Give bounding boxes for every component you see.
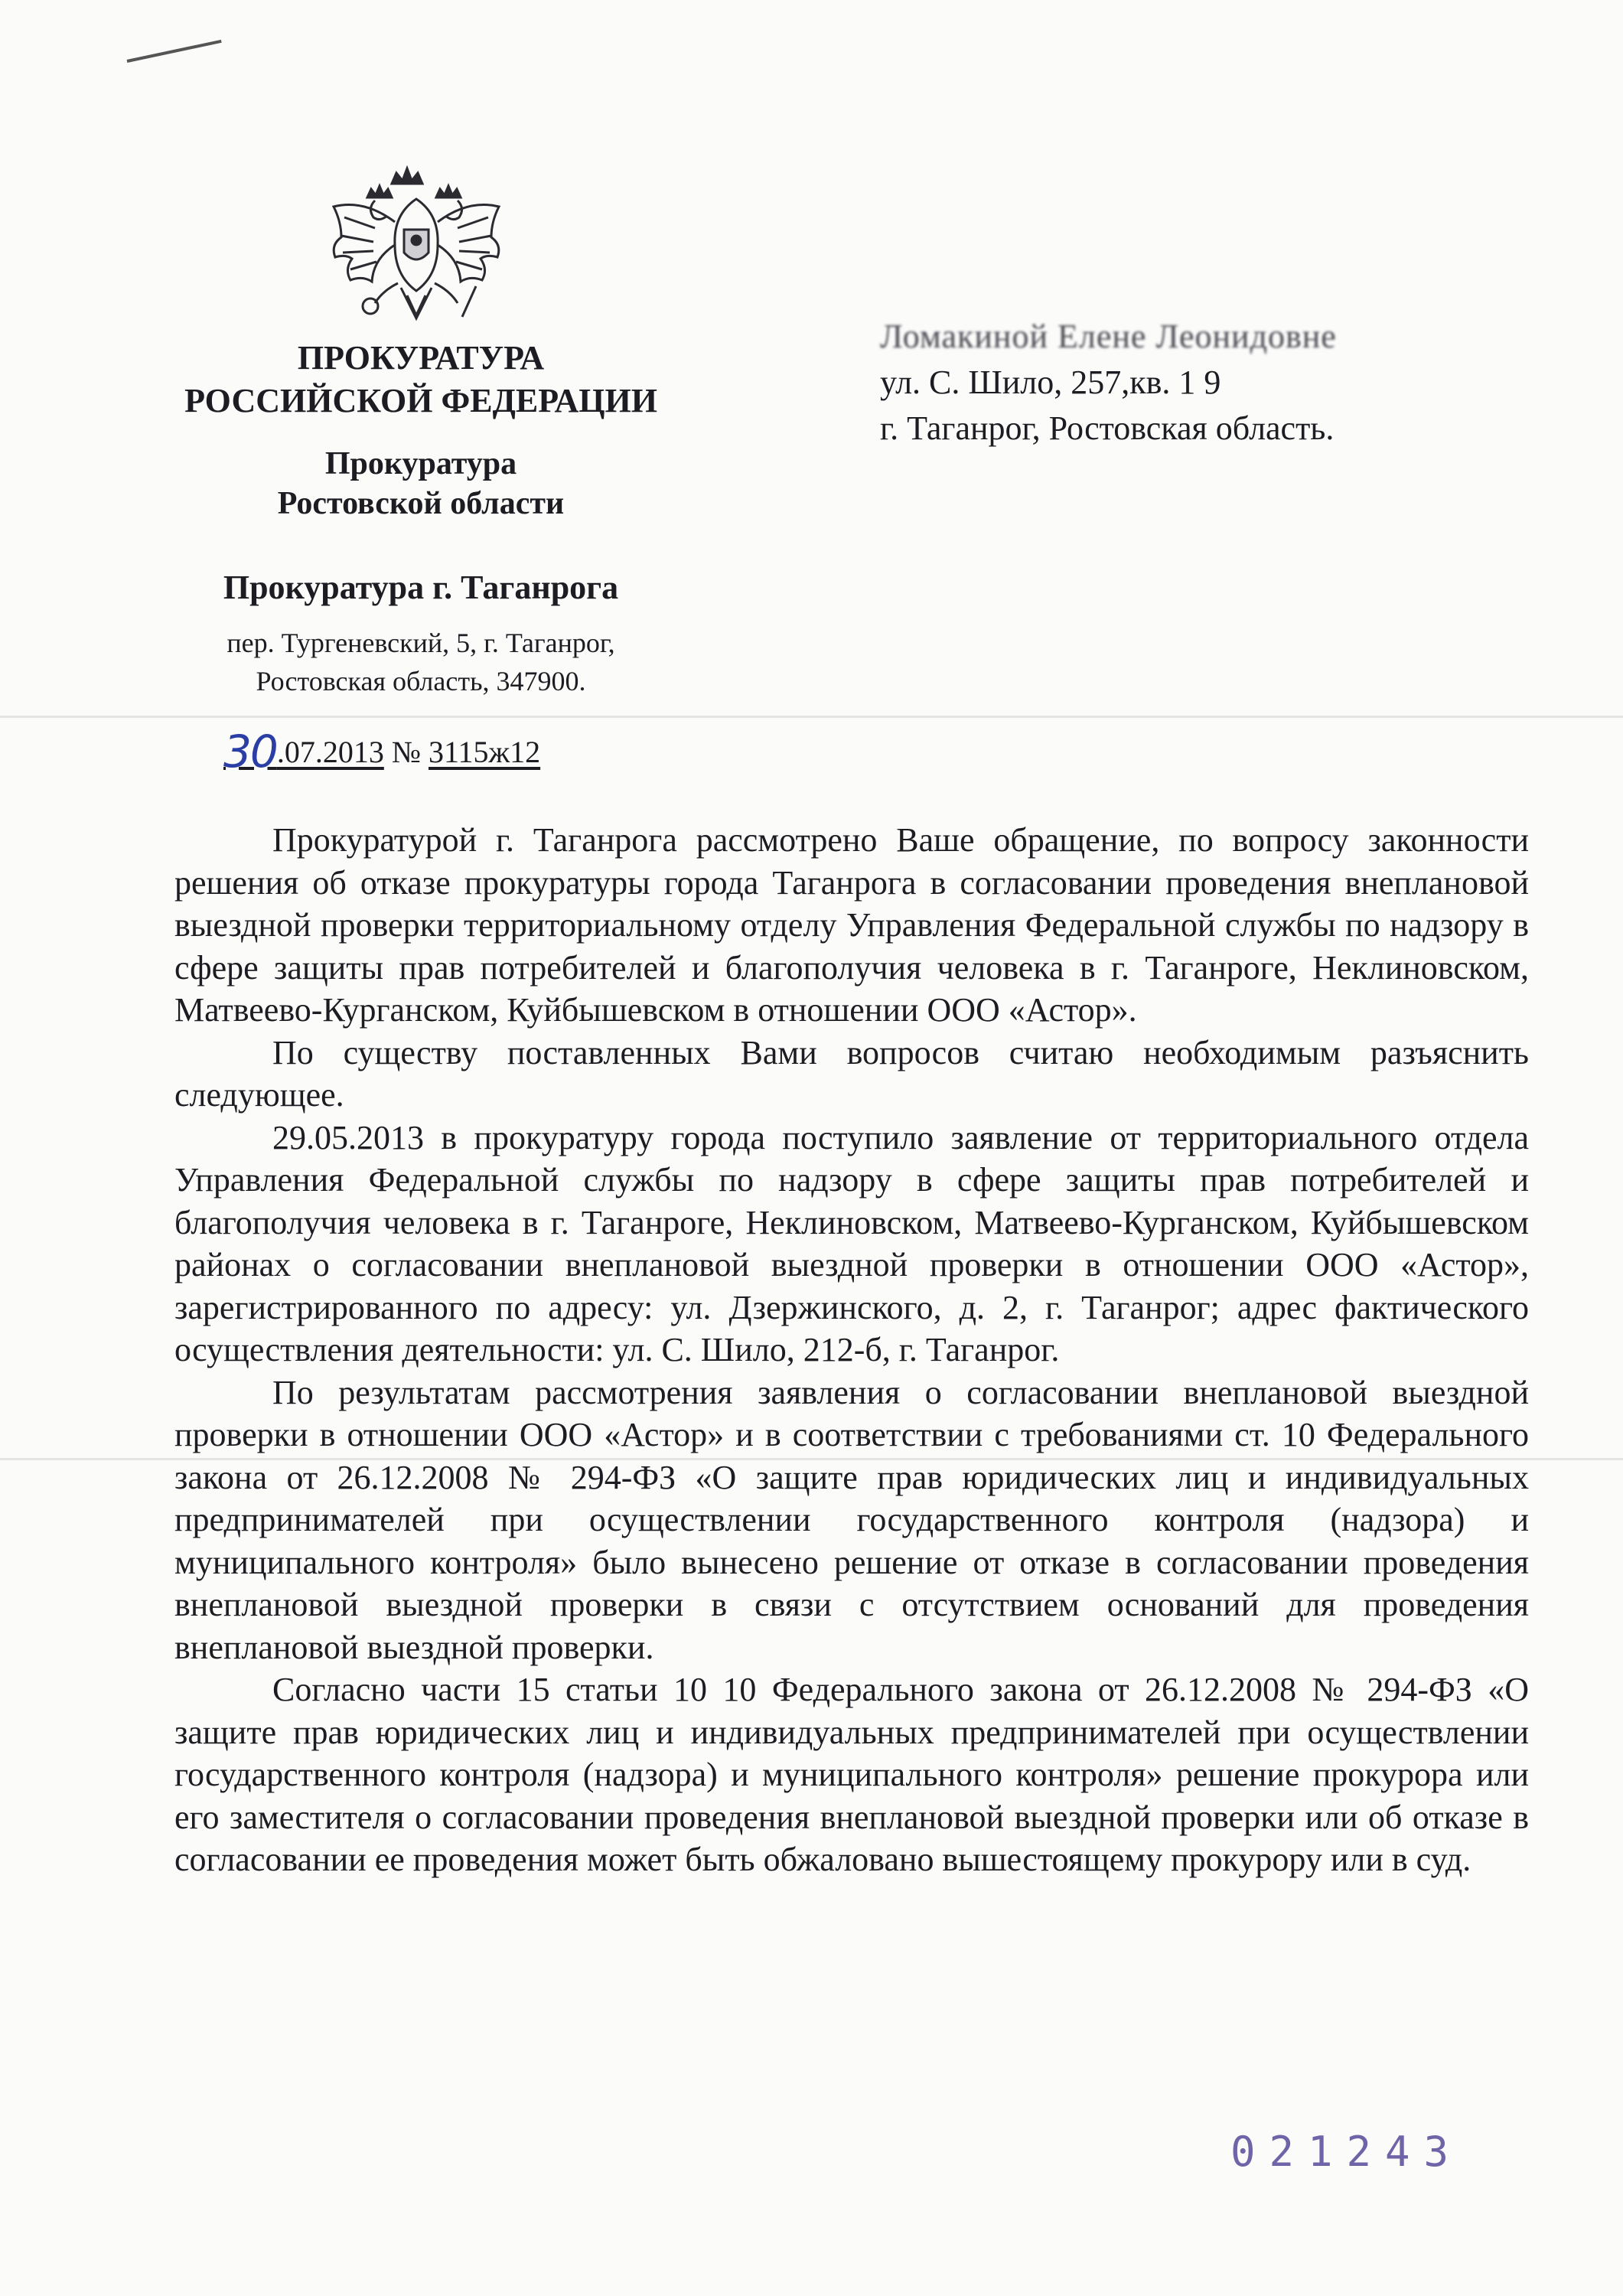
regional-line-2: Ростовской области — [277, 486, 565, 521]
double-headed-eagle-emblem-icon — [321, 153, 511, 335]
org-line-1: ПРОКУРАТУРА — [297, 339, 545, 377]
outgoing-number: 3115ж12 — [428, 735, 541, 769]
org-line-2: РОССИЙСКОЙ ФЕДЕРАЦИИ — [184, 382, 657, 419]
city-office-title: Прокуратура г. Таганрога — [223, 569, 619, 606]
address-line-2: Ростовская область, 347900. — [256, 666, 586, 696]
regional-office-title — [115, 444, 727, 523]
office-address — [115, 624, 727, 700]
letter-body — [174, 819, 1529, 1881]
address-line-1: пер. Тургеневский, 5, г. Таганрог, — [227, 628, 615, 658]
body-paragraph: По существу поставленных Вами вопросов считаю необходимым разъяснить следующее. — [174, 1033, 1529, 1114]
date-month-year: .07.2013 — [276, 735, 384, 769]
serial-stamp-number: 021243 — [1230, 2128, 1463, 2176]
body-paragraph: Согласно части 15 статьи 10 10 Федерального закона от 26.12.2008 № 294-ФЗ «О защите прав юридических лиц и индивидуальных предпринимателей при осуществлении государственного контроля (надзора) и муниципального контроля» решение прокурора или его заместителя о согласовании проведения внеплановой выездной проверки или об отказе в согласовании ее проведения может быть обжаловано вышестоящему прокурору или в суд. — [174, 1671, 1529, 1878]
pen-stroke-mark — [127, 40, 222, 63]
body-paragraph: 29.05.2013 в прокуратуру города поступило заявление от территориального отдела Управления Федеральной службы по надзору в сфере защиты прав потребителей и благополучия человека в г. Таганроге, Неклиновском, Матвеево-Курганском, Куйбышевском районах о согласовании внеплановой выездной проверки в отношении ООО «Астор», зарегистрированного по адресу: ул. Дзержинского, д. 2, г. Таганрог; адрес фактического осуществления деятельности: ул. С. Шило, 212-б, г. Таганрог. — [174, 1118, 1529, 1368]
body-paragraph: Прокуратурой г. Таганрога рассмотрено Ваше обращение, по вопросу законности решения об отказе прокуратуры города Таганрога в согласовании проведения внеплановой выездной проверки территориальному отделу Управления Федеральной службы по надзору в сфере защиты прав потребителей и благополучия человека в г. Таганроге, Неклиновском, Матвеево-Курганском, Куйбышевском в отношении ООО «Астор». — [174, 821, 1529, 1029]
outgoing-date — [223, 726, 384, 778]
recipient-name-redacted: Ломакиной Елене Леонидовне — [880, 318, 1337, 355]
recipient-street: ул. С. Шило, 257,кв. 1 9 — [880, 364, 1221, 401]
recipient-block — [880, 314, 1337, 452]
ministry-title — [115, 337, 727, 422]
recipient-city: г. Таганрог, Ростовская область. — [880, 409, 1335, 447]
number-sign: № — [391, 735, 421, 769]
body-paragraph: По результатам рассмотрения заявления о согласовании внеплановой выездной проверки в отношении ООО «Астор» и в соответствии с требованиями ст. 10 Федерального закона от 26.12.2008 № 294-ФЗ «О защите прав юридических лиц и индивидуальных предпринимателей при осуществлении государственного контроля (надзора) и муниципального контроля» было вынесено решение от отказе в согласовании проведения внеплановой выездной проверки в связи с отсутствием оснований для проведения внеплановой выездной проверки. — [174, 1373, 1529, 1666]
outgoing-date-number — [223, 726, 540, 778]
paper-fold-line — [0, 716, 1623, 718]
regional-line-1: Прокуратура — [324, 446, 517, 481]
handwritten-day: 30 — [223, 726, 277, 778]
